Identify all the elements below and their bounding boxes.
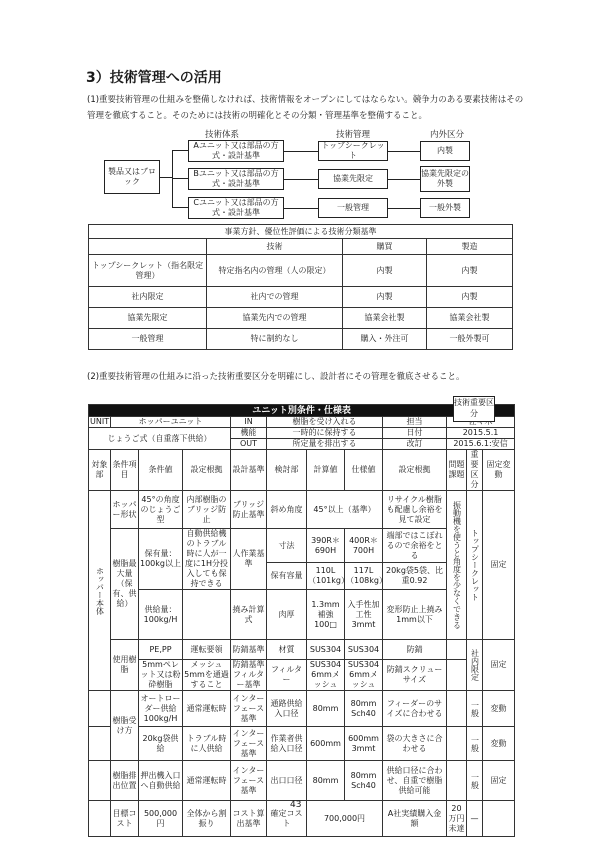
zone-internal: 社内限定 — [467, 640, 483, 691]
diagram-header-inout: 内外区分 — [430, 130, 465, 140]
table-row: 保有容量 110L（101kg） 117L（108kg） 20kg袋5袋、比重0.92 — [89, 563, 515, 590]
unit-spec-table: ユニット別条件・仕様表 UNIT ホッパーユニット IN 樹脂を受け入れる 担当 じょうご式（自重落下供給） 機能 一時的に保持する 日付 2015.5.1 OUT 所定量を排出する 改訂 2015.6.1:安信 対象部 条件項目 条件値 設定根拠 設計基準 検討部 計算値 仕様値 設定根拠 問題課題 重要区分 固定変動 ホッパー本体 ホッパー形状 45°の角度のじょうご型 内部樹脂のブリッジ防止 ブリッジ防止基準 斜め角度 45°以上（基準） リサイクル樹脂も配慮し余裕を見て設定 振動機を使うと角度を少なくできる トップシークレット 固定 樹脂最大量（保有、供給） 保有量：100kg以上 自動供給機のトラブル時に人が一度に1H分投入しても保持できる 人作業基準 寸法 390R＊690H 400R＊700H 端部ではこぼれるので余裕をとる 保有容量 110L（101kg） 117L（108kg） 20kg袋5袋、比重0.92 供給量：100kg/H 撓み計算式 肉厚 1.3mm補強100□ 入手性加工性3mmt 変形防止上撓み1mm以下 使用樹脂 PE,PP 運転要領 防錆基準 材質 SUS304 SUS304 防錆 社内限定 固定 5mmペレット又は粉砕樹脂 メッシュ5mmを通過すること 防錆基準フィルター基準 フィルター SUS304 6mmメッシュ SUS304 6mmメッシュ 防錆スクリューサイズ 樹脂受け方 オートローダー供給100kg/H 通常運転時 インターフェース基準 通路供給入口径 80mm 80mm Sch40 フィーダーのサイズに合わせる 一般 変動 20kg袋供給 トラブル時に人供給 インターフェース基準 作業者供給入口径 600mm 600mm 3mmt 袋の大きさに合わせる 一般 変動 樹脂排出位置 押出機入口へ自動供給 通常運転時 インターフェース基準 出口口径 80mm 80mm Sch40 供給口径に合わせ、自重で樹脂供給可能 一般 固定 目標コスト 500,000円 全体から割振り コスト算出基準 確定コスト 700,000円 A社実績購入金額 20万円未達 — — [88, 404, 515, 837]
table-row: 目標コスト 500,000円 全体から割振り コスト算出基準 確定コスト 700,000円 A社実績購入金額 20万円未達 — — [89, 801, 515, 837]
section-title: 3）技術管理への活用 — [86, 70, 222, 86]
tech-unit-a: Aユニット又は部品の方式・設計基準 — [188, 140, 284, 162]
unit-name: ホッパーユニット — [111, 417, 231, 428]
issue-note: 振動機を使うと角度を少なくできる — [447, 491, 467, 640]
zone-top-secret: トップシークレット — [467, 491, 483, 640]
table-row: 樹脂排出位置 押出機入口へ自動供給 通常運転時 インターフェース基準 出口口径 80mm 80mm Sch40 供給口径に合わせ、自重で樹脂供給可能 一般 固定 — [89, 761, 515, 801]
classification-title: 事業方針、優位性評価による技術分類基準 — [89, 225, 513, 239]
table-row: ホッパー本体 ホッパー形状 45°の角度のじょうご型 内部樹脂のブリッジ防止 ブリッジ防止基準 斜め角度 45°以上（基準） リサイクル樹脂も配慮し余裕を見て設定 振動機を使うと角度を少なくできる トップシークレット 固定 — [89, 491, 515, 529]
col-manufacture: 製造 — [427, 239, 513, 255]
table-row: 20kg袋供給 トラブル時に人供給 インターフェース基準 作業者供給入口径 600mm 600mm 3mmt 袋の大きさに合わせる 一般 変動 — [89, 727, 515, 761]
table-row: 社内限定 社内での管理 内製 内製 — [89, 287, 513, 308]
classification-table — [88, 224, 513, 350]
table-row: トップシークレット（指名限定管理） 特定指名内の管理（人の限定） 内製 内製 — [89, 255, 513, 287]
table-row: 協業先限定 協業先内での管理 協業会社製 協業会社製 — [89, 308, 513, 329]
intro-paragraph: (1)重要技術管理の仕組みを整備しなければ、技術情報をオープンにしてはならない。競争力のある要素技術はその管理を徹底すること。そのためには技術の明確化とその分類・管理基準を整備すること。 — [87, 95, 524, 121]
mgmt-top-secret: トップシークレット — [318, 141, 388, 161]
table-row: 樹脂受け方 オートローダー供給100kg/H 通常運転時 インターフェース基準 通路供給入口径 80mm 80mm Sch40 フィーダーのサイズに合わせる 一般 変動 — [89, 691, 515, 727]
zone-general-3: 一般 — [467, 761, 483, 801]
zone-general-1: 一般 — [467, 691, 483, 727]
zone-general-2: 一般 — [467, 727, 483, 761]
mgmt-partner-limited: 協業先限定 — [318, 169, 388, 189]
tech-unit-b: Bユニット又は部品の方式・設計基準 — [188, 168, 284, 190]
inout-internal: 内製 — [420, 141, 470, 161]
inout-partner: 協業先限定の外製 — [420, 166, 470, 192]
col-tech: 技術 — [207, 239, 343, 255]
unit-spec-title: ユニット別条件・仕様表 — [89, 405, 515, 417]
tech-unit-c: Cユニット又は部品の方式・設計基準 — [188, 197, 284, 219]
sub-paragraph: (2)重要技術管理の仕組みに沿った技術重要区分を明確にし、設計者にその管理を徹底させること。 — [87, 372, 465, 382]
table-row: 供給量：100kg/H 撓み計算式 肉厚 1.3mm補強100□ 入手性加工性3mmt 変形防止上撓み1mm以下 — [89, 590, 515, 640]
col-purchase: 購買 — [343, 239, 427, 255]
importance-tag: 技術重要区分 — [453, 396, 495, 422]
table-row: 使用樹脂 PE,PP 運転要領 防錆基準 材質 SUS304 SUS304 防錆 社内限定 固定 — [89, 640, 515, 660]
table-row: 樹脂最大量（保有、供給） 保有量：100kg以上 自動供給機のトラブル時に人が一度に1H分投入しても保持できる 人作業基準 寸法 390R＊690H 400R＊700H 端部ではこぼれるので余裕をとる — [89, 529, 515, 563]
product-block-box: 製品又はブロック — [104, 160, 160, 194]
table-row: 5mmペレット又は粉砕樹脂 メッシュ5mmを通過すること 防錆基準フィルター基準 フィルター SUS304 6mmメッシュ SUS304 6mmメッシュ 防錆スクリューサイズ — [89, 660, 515, 691]
inout-general: 一般外製 — [420, 198, 470, 218]
table-row: 一般管理 特に制約なし 購入・外注可 一般外製可 — [89, 329, 513, 350]
target-part: ホッパー本体 — [89, 491, 111, 691]
mgmt-general: 一般管理 — [318, 198, 388, 218]
diagram-header-mgmt: 技術管理 — [336, 130, 371, 140]
diagram-header-tech: 技術体系 — [205, 130, 240, 140]
page-number: 43 — [290, 800, 302, 810]
